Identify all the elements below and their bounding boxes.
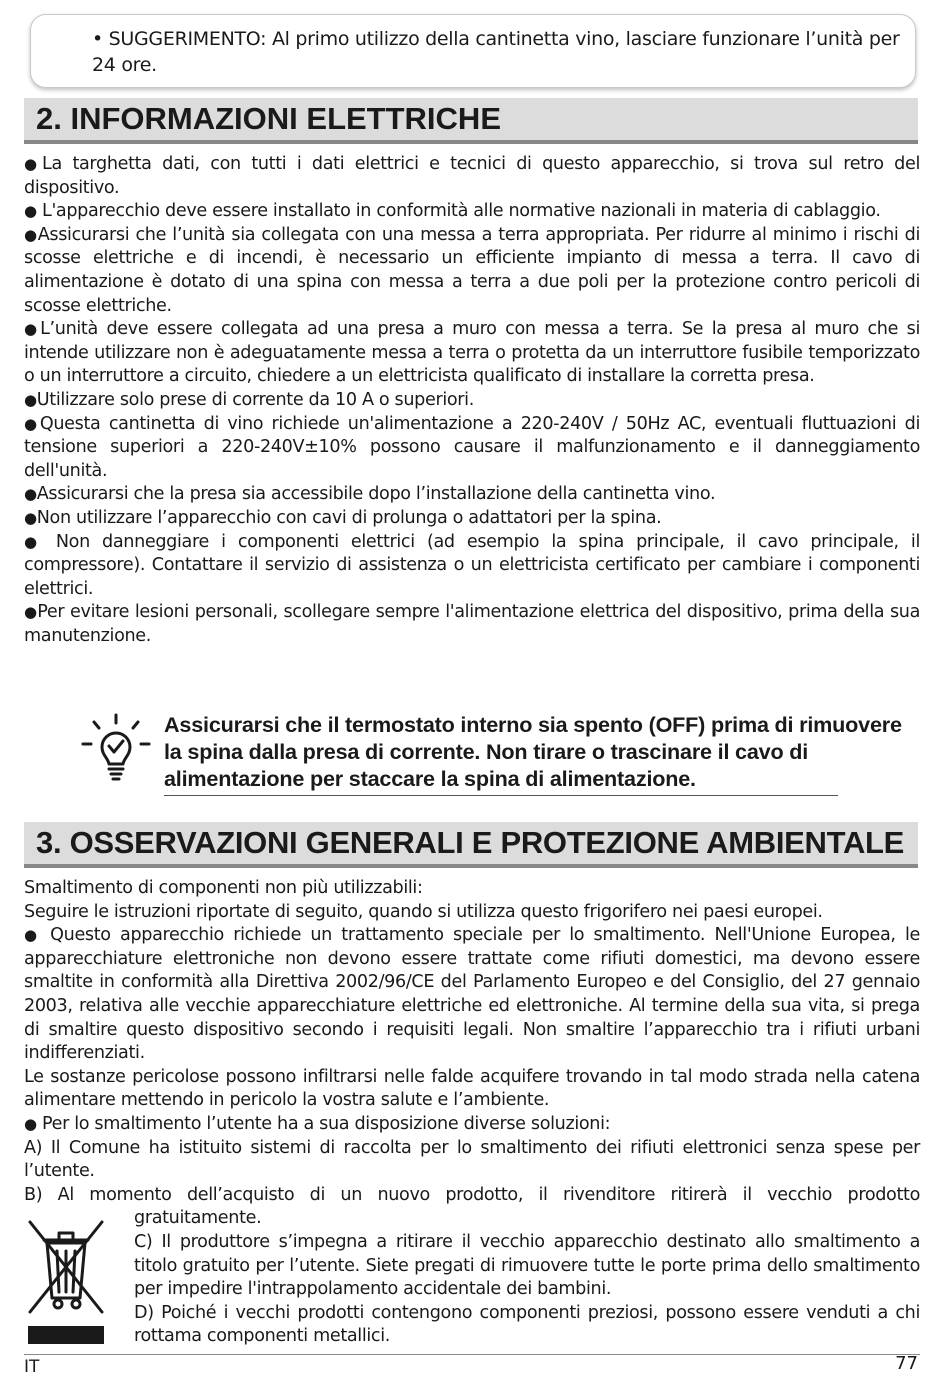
bullet-dot: ● <box>24 532 44 551</box>
option-a: A) Il Comune ha istituito sistemi di raccolta per lo smaltimento dei rifiuti elettronici senza spese per l’utente. <box>24 1137 920 1182</box>
bullet-item: ●La targhetta dati, con tutti i dati elettrici e tecnici di questo apparecchio, si trova sul retro del dispositivo. <box>24 154 920 198</box>
bullet-dot: ● <box>24 508 37 527</box>
bullet-dot: ● <box>24 202 37 221</box>
footer-rule <box>24 1354 920 1355</box>
paragraph: Le sostanze pericolose possono infiltrarsi nelle falde acquifere trovando in tal modo strada nella catena alimentare mettendo in pericolo la vostra salute e l’ambiente. <box>24 1066 920 1111</box>
bullet-item: ●Questa cantinetta di vino richiede un'alimentazione a 220-240V / 50Hz AC, eventuali fluttuazioni di tensione superiori a 220-240V±10% possono causare il malfunzionamento e il danneggiamento dell'unità. <box>24 413 920 481</box>
tip-text: • SUGGERIMENTO: Al primo utilizzo della cantinetta vino, lasciare funzionare l’unità per 24 ore. <box>92 28 900 76</box>
section-3-heading: 3. OSSERVAZIONI GENERALI E PROTEZIONE AMBIENTALE <box>24 822 918 868</box>
bullet-dot: ● <box>24 225 38 244</box>
bullet-item: ●Non utilizzare l’apparecchio con cavi di prolunga o adattatori per la spina. <box>24 507 662 528</box>
page-number: 77 <box>895 1353 918 1374</box>
bullet-item: ●Assicurarsi che l’unità sia collegata con una messa a terra appropriata. Per ridurre al minimo i rischi di scosse elettriche e di incendi, è necessario un efficiente impianto di messa a terra. Il cavo di alimentazione è dotato di una spina con messa a terra a due poli per la protezione contro pericoli di scosse elettriche. <box>24 224 920 316</box>
bullet-dot: ● <box>24 485 37 504</box>
warning-text: Assicurarsi che il termostato interno sia spento (OFF) prima di rimuovere la spina dalla presa di corrente. Non tirare o trascinare il cavo di alimentazione per staccare la spina di alimentazione. <box>164 712 902 791</box>
bullet-dot: ● <box>24 926 41 945</box>
bullet-item: ● Per lo smaltimento l’utente ha a sua disposizione diverse soluzioni: <box>24 1113 611 1134</box>
warning-underline <box>164 795 838 796</box>
bullet-dot: ● <box>24 603 38 622</box>
bullet-item: ● L'apparecchio deve essere installato in conformità alle normative nazionali in materia di cablaggio. <box>24 201 881 222</box>
bullet-item: ●L’unità deve essere collegata ad una presa a muro con messa a terra. Se la presa al muro che si intende utilizzare non è adeguatamente messa a terra o protetta da un interruttore fusibile temporizzato o un interruttore a circuito, chiedere a un elettricista qualificato di installare la corretta presa. <box>24 319 920 387</box>
bullet-dot: ● <box>24 390 37 409</box>
bullet-item: ● Non danneggiare i componenti elettrici (ad esempio la spina principale, il cavo principale, il compressore). Contattare il servizio di assistenza o un elettricista certificato per cambiare i componenti elettrici. <box>24 531 920 599</box>
option-b: B) Al momento dell’acquisto di un nuovo prodotto, il rivenditore ritirerà il vecchio prodotto gratuitamente. <box>24 1184 920 1229</box>
bullet-item: ● Questo apparecchio richiede un trattamento speciale per lo smaltimento. Nell'Unione Europea, le apparecchiature elettroniche non devono essere trattate come rifiuti domestici, ma devono essere smaltite in conformità alla Direttiva 2002/96/CE del Parlamento Europeo e del Consiglio, del 27 gennaio 2003, relativa alle vecchie apparecchiature elettriche ed elettroniche. Al termine della sua vita, si prega di smaltire questo dispositivo secondo i requisiti legali. Non smaltire l’apparecchio tra i rifiuti urbani indifferenziati. <box>24 925 920 1064</box>
paragraph: Smaltimento di componenti non più utilizzabili: <box>24 878 423 898</box>
section-2-body <box>24 153 920 648</box>
bullet-dot: ● <box>24 1114 37 1133</box>
bullet-dot: ● <box>24 414 40 433</box>
bullet-item: ●Per evitare lesioni personali, scollegare sempre l'alimentazione elettrica del dispositivo, prima della sua manutenzione. <box>24 602 920 646</box>
option-c: C) Il produttore s’impegna a ritirare il vecchio apparecchio destinato allo smaltimento a titolo gratuito per l’utente. Siete pregati di rimuovere tutte le porte prima dello smaltimento per impedire l'intrappolamento accidentale dei bambini. <box>134 1231 920 1300</box>
footer-language: IT <box>24 1357 40 1377</box>
bullet-item: ●Utilizzare solo prese di corrente da 10 A o superiori. <box>24 389 474 410</box>
paragraph: Seguire le istruzioni riportate di seguito, quando si utilizza questo frigorifero nei paesi europei. <box>24 901 823 922</box>
crossed-bin-icon <box>26 1216 106 1346</box>
lightbulb-check-icon <box>80 712 152 784</box>
section-2-heading: 2. INFORMAZIONI ELETTRICHE <box>24 98 918 144</box>
bullet-item: ●Assicurarsi che la presa sia accessibile dopo l’installazione della cantinetta vino. <box>24 484 716 505</box>
bullet-dot: ● <box>24 155 43 173</box>
bullet-dot: ● <box>24 320 41 339</box>
option-d: D) Poiché i vecchi prodotti contengono componenti preziosi, possono essere venduti a chi rottama componenti metallici. <box>134 1302 920 1347</box>
section-3-body <box>24 877 920 1349</box>
